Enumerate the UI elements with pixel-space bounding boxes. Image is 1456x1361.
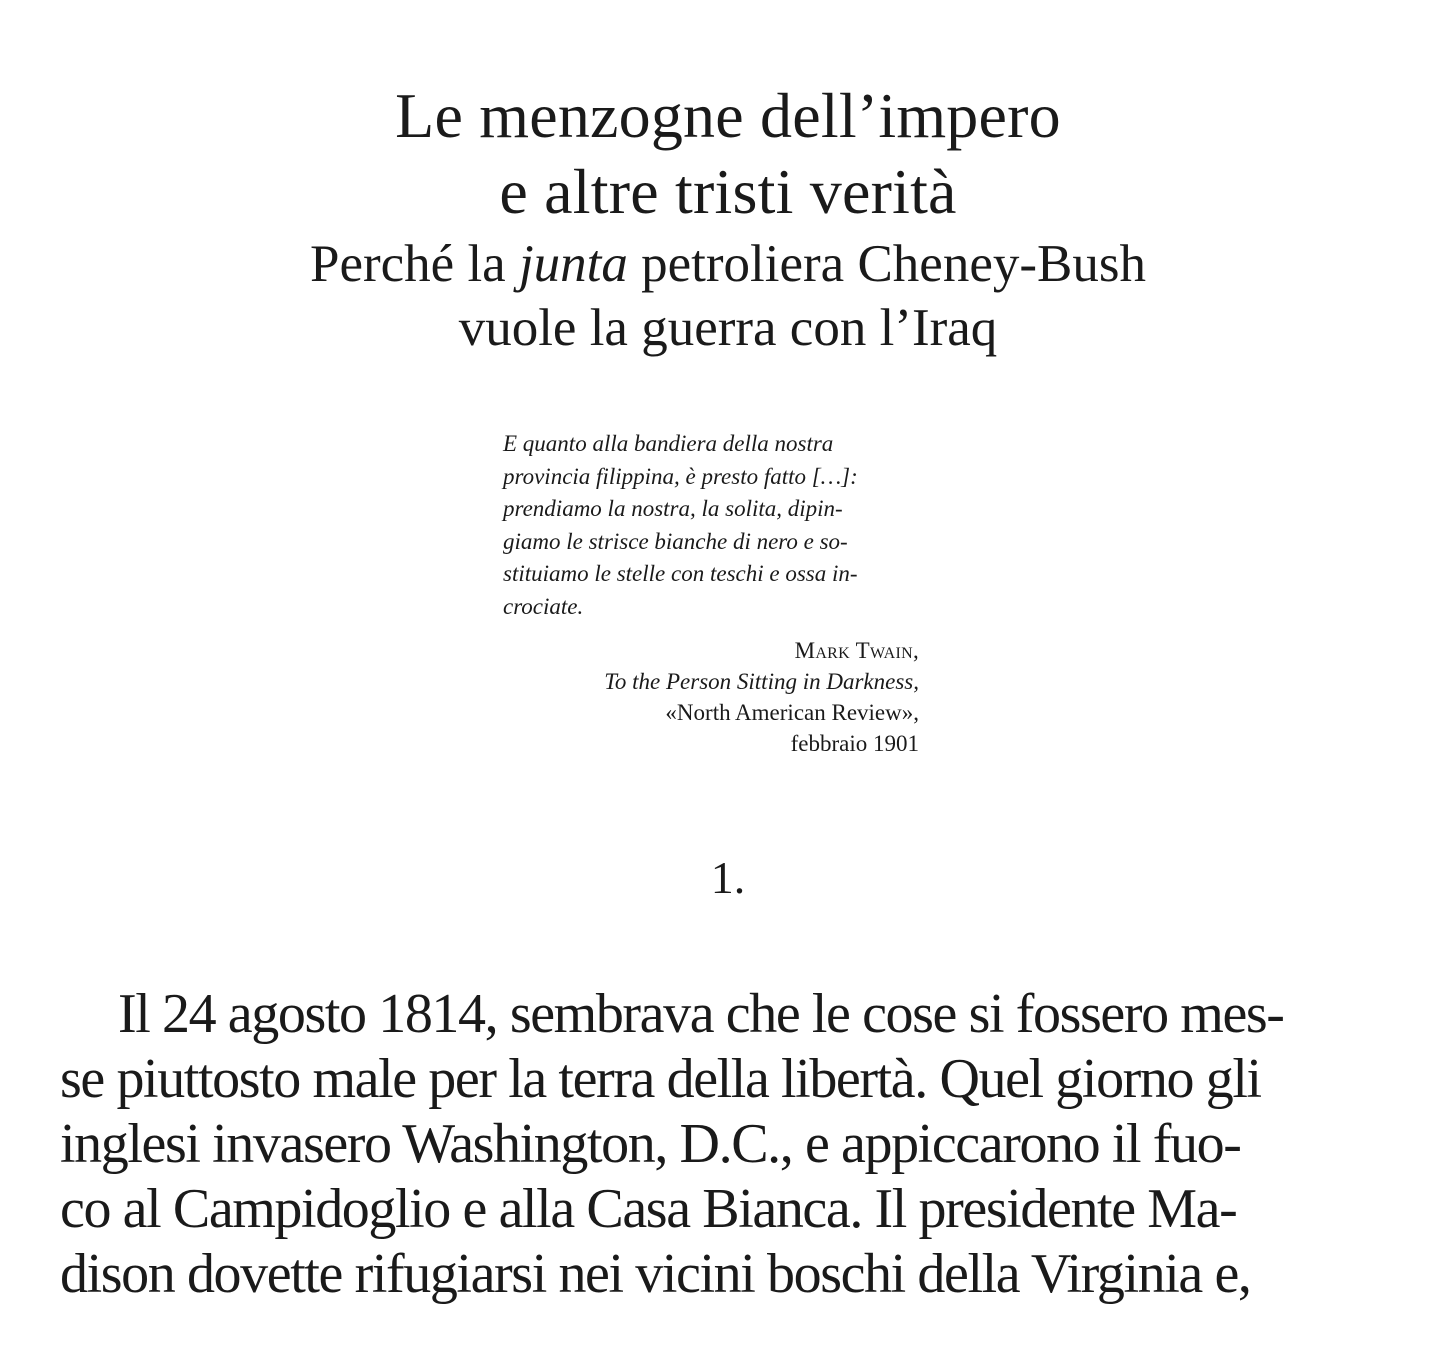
epigraph-publication: «North American Review», [665,700,919,725]
chapter-heading [0,78,1456,360]
chapter-title-line-2: e altre tristi verità [499,156,957,227]
body-line: co al Campidoglio e alla Casa Bianca. Il presidente Ma- [60,1178,1237,1240]
epigraph-line: stituiamo le stelle con teschi e ossa in- [503,561,858,586]
epigraph-date: febbraio 1901 [790,731,919,756]
chapter-subtitle-line-1 [0,232,1456,296]
epigraph-work-title: To the Person Sitting in Darkness, [604,669,919,694]
epigraph-line: provincia filippina, è presto fatto […]: [503,463,858,489]
epigraph-attribution [503,635,919,759]
chapter-subtitle-line-2: vuole la guerra con l’Iraq [458,299,998,357]
section-number: 1. [710,852,746,903]
body-line: se piuttosto male per la terra della libertà. Quel giorno gli [60,1048,1261,1110]
epigraph-line: giamo le strisce bianche di nero e so- [503,528,848,554]
subtitle-text-after: petroliera Cheney-Bush [627,235,1146,293]
epigraph-author: Mark Twain, [794,638,919,663]
body-line: Il 24 agosto 1814, sembrava che le cose si fossero mes- [118,983,1284,1045]
body-line: dison dovette rifugiarsi nei vicini boschi della Virginia e, [60,1243,1251,1305]
chapter-subtitle [0,232,1456,360]
epigraph-quote [503,428,919,623]
epigraph-line: E quanto alla bandiera della nostra [503,431,834,456]
subtitle-text-before: Perché la [310,235,519,293]
body-paragraph [60,982,1400,1307]
epigraph-line: crociate. [503,593,584,619]
body-line: inglesi invasero Washington, D.C., e appiccarono il fuo- [60,1113,1241,1175]
chapter-title-line-1: Le menzogne dell’impero [395,80,1061,151]
subtitle-italic-word: junta [518,235,628,293]
epigraph-line: prendiamo la nostra, la solita, dipin- [503,496,843,521]
epigraph [503,428,919,759]
